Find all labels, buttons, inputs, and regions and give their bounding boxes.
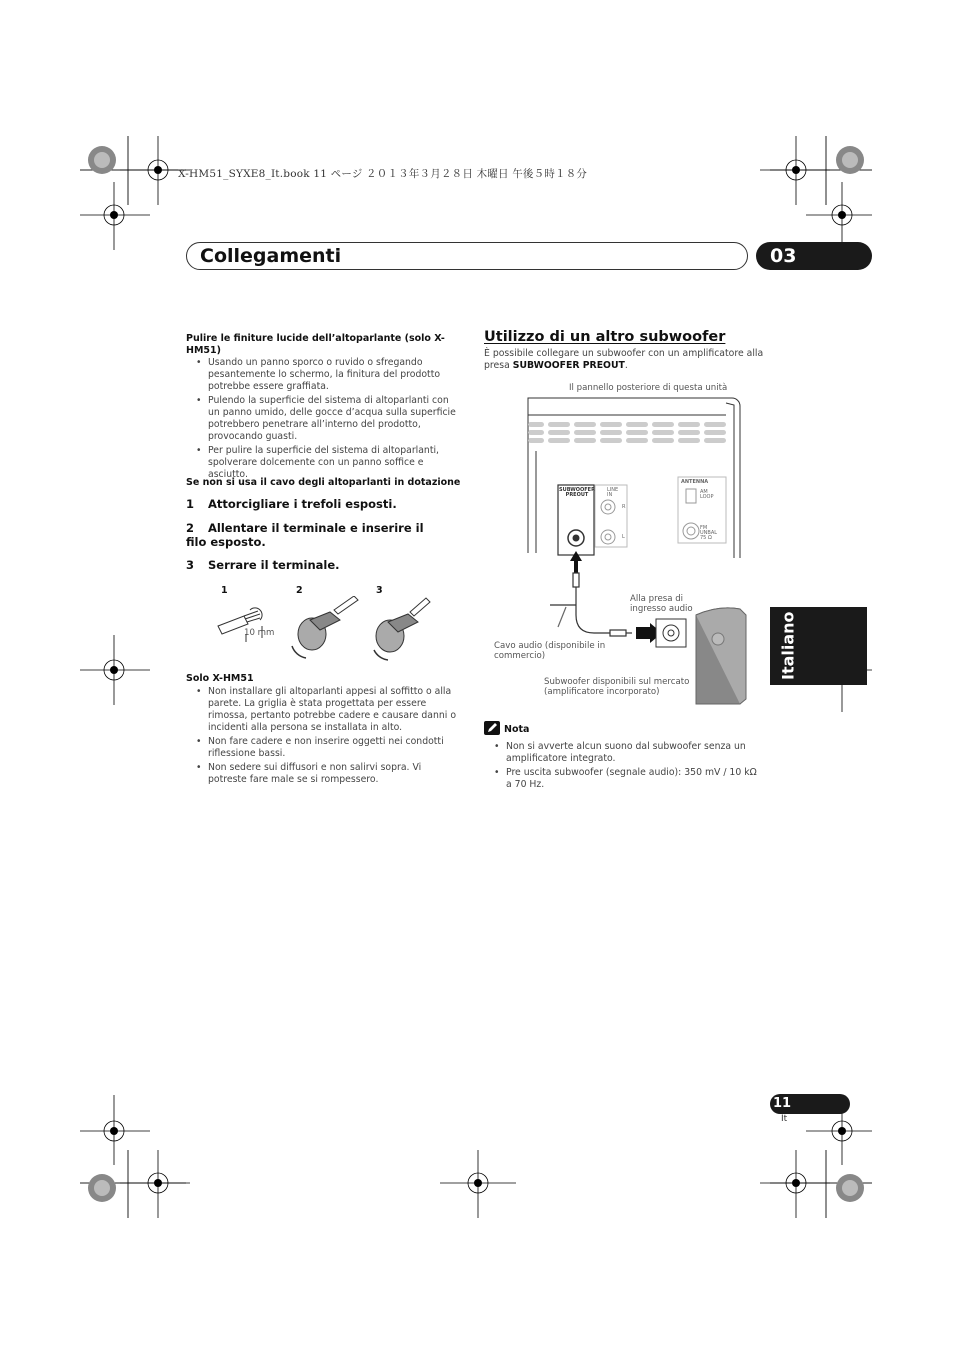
step-text: Attorcigliare i trefoli esposti. xyxy=(208,497,397,511)
list-item: • Pre uscita subwoofer (segnale audio): 350 mV / 10 kΩ a 70 Hz. xyxy=(484,767,760,791)
list-item: • Usando un panno sporco o ruvido o sfregando pesantemente lo schermo, la finitura del prodotto potrebbe essere graffiata. xyxy=(186,357,462,393)
audio-cable-label: Cavo audio (disponibile in commercio) xyxy=(494,641,606,661)
intro-text: È possibile collegare un subwoofer con un amplificatore alla presa xyxy=(484,348,764,371)
list-item: • Non sedere sui diffusori e non salirvi sopra. Vi potreste fare male se si rompessero. xyxy=(186,762,462,786)
page-number-badge xyxy=(770,1094,850,1114)
cleaning-bullet-list xyxy=(186,357,462,483)
file-header-line: X-HM51_SYXE8_It.book 11 ページ ２０１３年３月２８日 木曜日 午後５時１８分 xyxy=(178,168,588,180)
cleaning-title: Pulire le finiture lucide dell’altoparlante (solo X-HM51) xyxy=(186,333,445,356)
list-item: • Pulendo la superficie del sistema di altoparlanti con un panno umido, delle gocce d’acqua sulla superficie potrebbero penetrare all’interno del prodotto, provocando guasti. xyxy=(186,395,462,443)
fm-unbal-label: FM UNBAL 75 Ω xyxy=(700,525,718,541)
note-title: Nota xyxy=(504,724,530,735)
intro-bold-term: SUBWOOFER PREOUT xyxy=(512,360,625,371)
figure-label-1: 1 xyxy=(221,585,228,596)
subwoofer-connection-diagram xyxy=(520,393,750,713)
step-text: Serrare il terminale. xyxy=(208,558,340,572)
rear-panel-label: Il pannello posteriore di questa unità xyxy=(569,383,728,393)
subwoofer-label: Subwoofer disponibili sul mercato (amplificatore incorporato) xyxy=(544,677,690,697)
no-cable-title: Se non si usa il cavo degli altoparlanti in dotazione xyxy=(186,477,461,488)
antenna-label: ANTENNA xyxy=(681,479,709,485)
step-number: 1 xyxy=(186,497,195,511)
note-bullet-list xyxy=(484,741,760,793)
step-3 xyxy=(186,558,456,572)
intro-end: . xyxy=(624,360,628,371)
list-item: • Non installare gli altoparlanti appesi al soffitto o alla parete. La griglia è stata progettata per essere rimossa, pertanto potrebbe cadere e causare danni o incidenti alla persona se installata in alto. xyxy=(186,686,462,734)
step-2 xyxy=(186,521,436,549)
wire-length-label: 10 mm xyxy=(244,628,275,638)
section-title: Utilizzo di un altro subwoofer xyxy=(484,329,726,345)
page-number: 11 xyxy=(773,1096,792,1111)
step-number: 3 xyxy=(186,558,195,572)
list-item: • Per pulire la superficie del sistema di altoparlanti, spolverare dolcemente con un panno soffice e asciutto. xyxy=(186,445,462,481)
am-loop-label: AM LOOP xyxy=(700,489,714,500)
note-pencil-icon xyxy=(484,721,500,735)
step-text: Allentare il terminale e inserire il filo esposto. xyxy=(186,521,424,549)
line-r-label: R xyxy=(622,504,626,510)
list-item: • Non fare cadere e non inserire oggetti nei condotti riflessione bassi. xyxy=(186,736,462,760)
chapter-title: Collegamenti xyxy=(200,245,342,267)
list-item: • Non si avverte alcun suono dal subwoofer senza un amplificatore integrato. xyxy=(484,741,760,765)
chapter-number-badge: 03 xyxy=(756,242,872,270)
solo-bullet-list xyxy=(186,686,462,788)
step-1 xyxy=(186,497,456,511)
line-in-label: LINE IN xyxy=(607,487,619,498)
line-l-label: L xyxy=(622,534,625,540)
solo-title: Solo X-HM51 xyxy=(186,673,254,684)
figure-label-2: 2 xyxy=(296,585,303,596)
language-tab-label: Italiano xyxy=(778,611,798,681)
audio-input-label: Alla presa di ingresso audio xyxy=(630,594,693,614)
figure-label-3: 3 xyxy=(376,585,383,596)
page-language-code: It xyxy=(781,1114,788,1124)
subwoofer-preout-jack-label: SUBWOOFER PREOUT xyxy=(559,487,595,498)
section-intro xyxy=(484,348,764,372)
step-number: 2 xyxy=(186,521,195,535)
